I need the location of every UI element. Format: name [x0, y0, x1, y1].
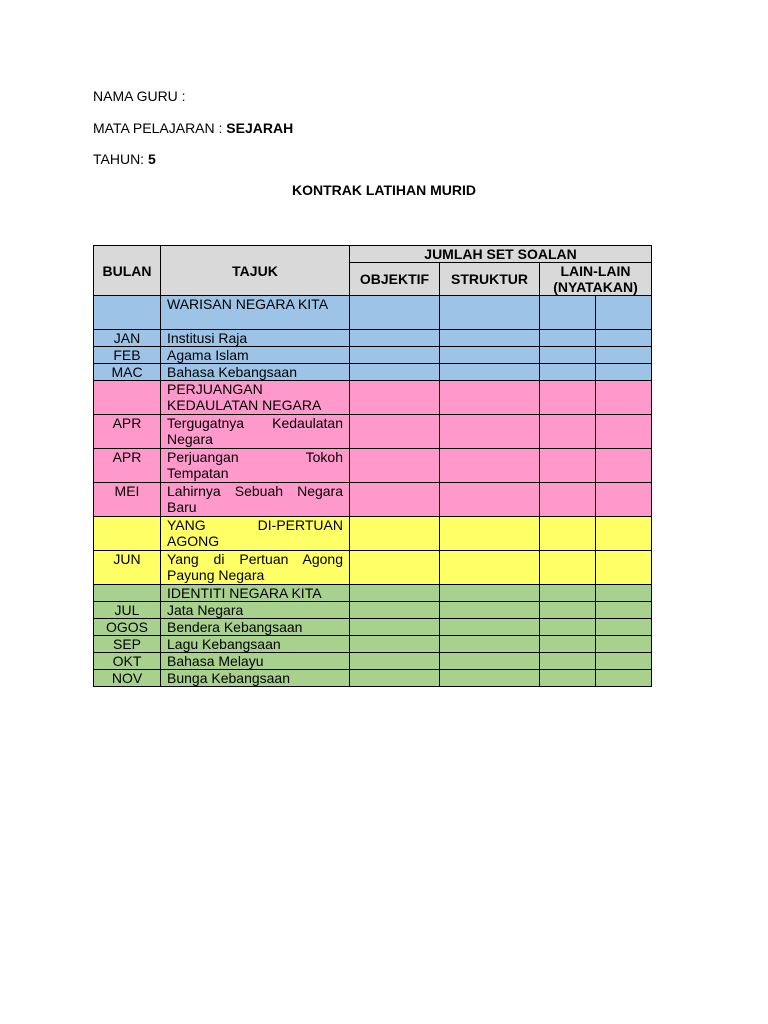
cell-tajuk: Agama Islam	[161, 347, 350, 364]
cell-bulan: JUN	[94, 551, 161, 585]
cell-struktur	[440, 602, 540, 619]
cell-tajuk: Lahirnya Sebuah Negara Baru	[161, 483, 350, 517]
table-row	[94, 551, 652, 585]
cell-lain-lain-2	[596, 670, 652, 687]
cell-objektif	[350, 381, 440, 415]
cell-struktur	[440, 517, 540, 551]
cell-objektif	[350, 602, 440, 619]
cell-struktur	[440, 551, 540, 585]
cell-bulan	[94, 585, 161, 602]
cell-tajuk: Perjuangan Tokoh Tempatan	[161, 449, 350, 483]
cell-objektif	[350, 483, 440, 517]
cell-bulan: MAC	[94, 364, 161, 381]
cell-lain-lain-2	[596, 296, 652, 330]
cell-tajuk: Yang di Pertuan Agong Payung Negara	[161, 551, 350, 585]
table-row	[94, 636, 652, 653]
cell-bulan: OKT	[94, 653, 161, 670]
cell-tajuk: Bendera Kebangsaan	[161, 619, 350, 636]
cell-lain-lain-2	[596, 653, 652, 670]
table-row	[94, 330, 652, 347]
cell-lain-lain-1	[540, 670, 596, 687]
cell-lain-lain-2	[596, 602, 652, 619]
cell-objektif	[350, 517, 440, 551]
cell-bulan	[94, 517, 161, 551]
cell-lain-lain-2	[596, 449, 652, 483]
cell-struktur	[440, 296, 540, 330]
header-lain-lain: LAIN-LAIN (NYATAKAN)	[540, 263, 652, 296]
cell-struktur	[440, 364, 540, 381]
cell-bulan: OGOS	[94, 619, 161, 636]
cell-struktur	[440, 585, 540, 602]
cell-tajuk: Bahasa Kebangsaan	[161, 364, 350, 381]
kontrak-table	[93, 245, 652, 687]
cell-struktur	[440, 449, 540, 483]
table-row	[94, 347, 652, 364]
cell-objektif	[350, 585, 440, 602]
cell-lain-lain-2	[596, 585, 652, 602]
cell-objektif	[350, 670, 440, 687]
cell-bulan: SEP	[94, 636, 161, 653]
cell-tajuk: Bunga Kebangsaan	[161, 670, 350, 687]
cell-objektif	[350, 296, 440, 330]
cell-objektif	[350, 347, 440, 364]
tahun-label: TAHUN:	[93, 151, 148, 167]
cell-objektif	[350, 653, 440, 670]
header-bulan: BULAN	[94, 246, 161, 296]
cell-lain-lain-1	[540, 636, 596, 653]
cell-lain-lain-2	[596, 483, 652, 517]
cell-lain-lain-1	[540, 296, 596, 330]
cell-tajuk: IDENTITI NEGARA KITA	[161, 585, 350, 602]
cell-lain-lain-2	[596, 636, 652, 653]
cell-lain-lain-2	[596, 619, 652, 636]
cell-struktur	[440, 483, 540, 517]
table-row	[94, 619, 652, 636]
cell-lain-lain-1	[540, 364, 596, 381]
cell-tajuk: Bahasa Melayu	[161, 653, 350, 670]
cell-lain-lain-2	[596, 330, 652, 347]
cell-lain-lain-1	[540, 381, 596, 415]
cell-tajuk: WARISAN NEGARA KITA	[161, 296, 350, 330]
cell-lain-lain-2	[596, 517, 652, 551]
cell-lain-lain-1	[540, 602, 596, 619]
cell-struktur	[440, 330, 540, 347]
cell-tajuk: YANG DI-PERTUAN AGONG	[161, 517, 350, 551]
cell-bulan: APR	[94, 415, 161, 449]
cell-lain-lain-1	[540, 483, 596, 517]
cell-lain-lain-1	[540, 653, 596, 670]
cell-tajuk: Lagu Kebangsaan	[161, 636, 350, 653]
cell-lain-lain-2	[596, 551, 652, 585]
mata-pelajaran-value: SEJARAH	[226, 120, 294, 136]
cell-lain-lain-1	[540, 585, 596, 602]
cell-lain-lain-1	[540, 551, 596, 585]
cell-lain-lain-1	[540, 415, 596, 449]
cell-lain-lain-1	[540, 449, 596, 483]
cell-objektif	[350, 415, 440, 449]
table-row	[94, 517, 652, 551]
cell-struktur	[440, 653, 540, 670]
document-title: KONTRAK LATIHAN MURID	[291, 182, 477, 198]
cell-struktur	[440, 670, 540, 687]
mata-pelajaran-label: MATA PELAJARAN :	[93, 120, 227, 136]
cell-objektif	[350, 551, 440, 585]
cell-objektif	[350, 330, 440, 347]
tahun-value: 5	[147, 151, 156, 167]
cell-objektif	[350, 636, 440, 653]
cell-bulan: FEB	[94, 347, 161, 364]
table-row	[94, 449, 652, 483]
table-body	[94, 296, 652, 687]
table-row	[94, 483, 652, 517]
cell-lain-lain-2	[596, 415, 652, 449]
tahun-line	[93, 151, 156, 167]
cell-objektif	[350, 364, 440, 381]
table-row	[94, 364, 652, 381]
cell-lain-lain-1	[540, 517, 596, 551]
cell-lain-lain-2	[596, 381, 652, 415]
header-jumlah-set-soalan: JUMLAH SET SOALAN	[350, 246, 652, 263]
cell-bulan: JAN	[94, 330, 161, 347]
table-row	[94, 670, 652, 687]
cell-lain-lain-2	[596, 364, 652, 381]
header-objektif: OBJEKTIF	[350, 263, 440, 296]
table-row	[94, 653, 652, 670]
cell-tajuk: Institusi Raja	[161, 330, 350, 347]
table-row	[94, 296, 652, 330]
table-row	[94, 381, 652, 415]
cell-bulan: APR	[94, 449, 161, 483]
cell-struktur	[440, 381, 540, 415]
cell-lain-lain-1	[540, 347, 596, 364]
cell-struktur	[440, 415, 540, 449]
cell-bulan	[94, 381, 161, 415]
header-tajuk: TAJUK	[161, 246, 350, 296]
cell-objektif	[350, 449, 440, 483]
table-row	[94, 602, 652, 619]
mata-pelajaran-line	[93, 120, 293, 136]
cell-tajuk: Jata Negara	[161, 602, 350, 619]
cell-bulan: NOV	[94, 670, 161, 687]
cell-bulan: JUL	[94, 602, 161, 619]
table-row	[94, 415, 652, 449]
cell-struktur	[440, 619, 540, 636]
table-row	[94, 585, 652, 602]
cell-lain-lain-1	[540, 330, 596, 347]
header-struktur: STRUKTUR	[440, 263, 540, 296]
cell-struktur	[440, 347, 540, 364]
cell-tajuk: Tergugatnya Kedaulatan Negara	[161, 415, 350, 449]
cell-lain-lain-2	[596, 347, 652, 364]
cell-bulan: MEI	[94, 483, 161, 517]
cell-bulan	[94, 296, 161, 330]
cell-struktur	[440, 636, 540, 653]
cell-lain-lain-1	[540, 619, 596, 636]
nama-guru-label: NAMA GURU :	[93, 88, 186, 104]
cell-tajuk: PERJUANGAN KEDAULATAN NEGARA	[161, 381, 350, 415]
cell-objektif	[350, 619, 440, 636]
